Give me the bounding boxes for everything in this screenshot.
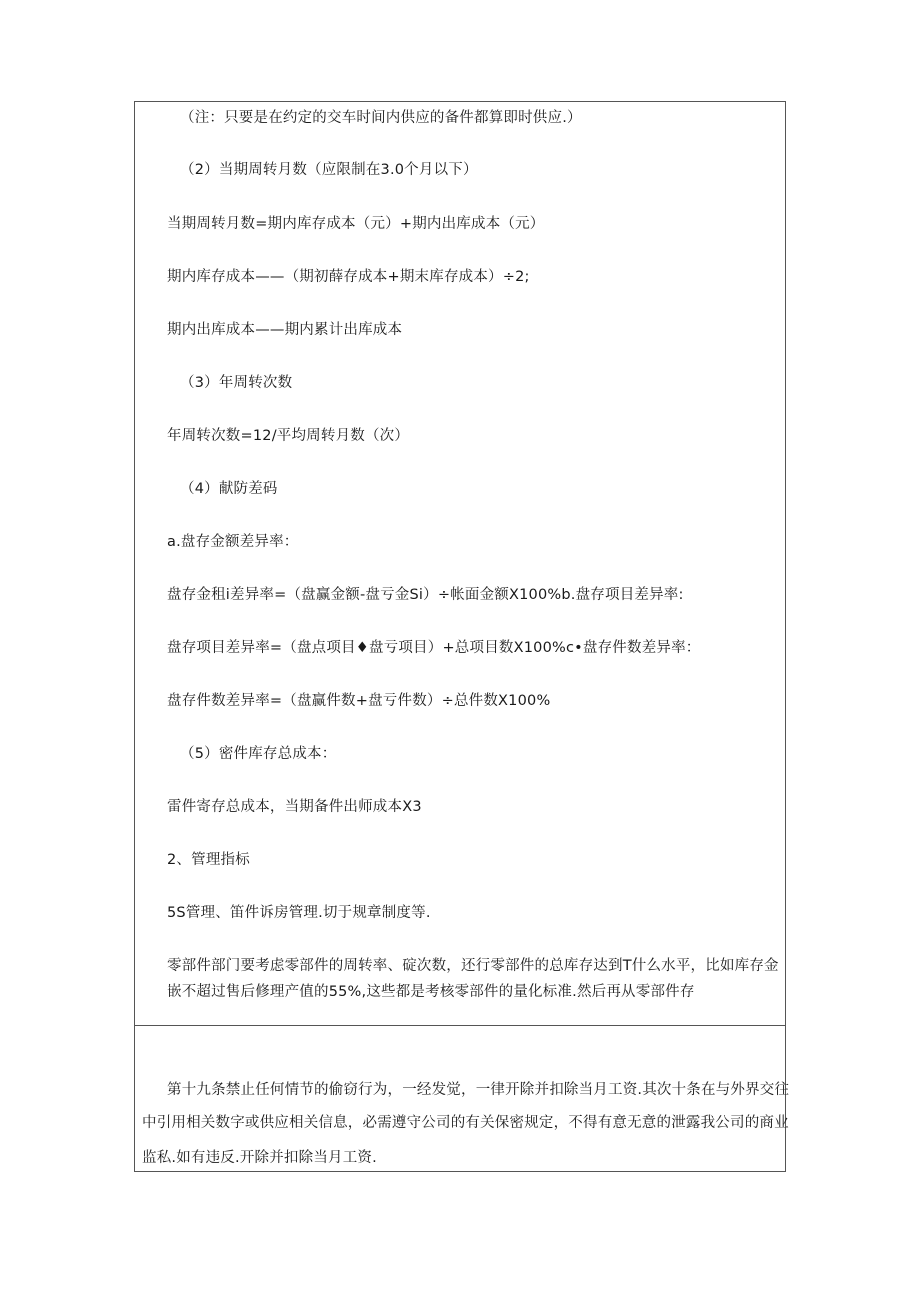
- formula-line: 年周转次数=12/平均周转月数（次）: [167, 428, 410, 444]
- paragraph-line: 嵌不超过售后修理产值的55%,这些都是考核零部件的量化标准.然后再从零部件存: [167, 984, 695, 1000]
- paragraph-line: 中引用相关数字或供应相关信息，必需遵守公司的有关保密规定，不得有意无意的泄露我公司的商业: [142, 1115, 789, 1131]
- note-line: （注：只要是在约定的交车时间内供应的备件都算即时供应.）: [180, 110, 582, 126]
- formula-line: 期内库存成本——（期初薛存成本+期末库存成本）÷2;: [167, 269, 530, 285]
- document-frame: [134, 101, 790, 1172]
- section-heading-4: （4）献防差码: [180, 481, 278, 497]
- paragraph-line: 监私.如有违反.开除并扣除当月工资.: [142, 1150, 377, 1166]
- formula-line: 雷件寄存总成本，当期备件出师成本X3: [167, 799, 422, 815]
- paragraph-line: 5S管理、笛件诉房管理.切于规章制度等.: [167, 905, 431, 921]
- section-heading-management: 2、管理指标: [167, 852, 250, 868]
- section-heading-3: （3）年周转次数: [180, 375, 293, 391]
- formula-line: 当期周转月数=期内库存成本（元）+期内出库成本（元）: [167, 216, 545, 232]
- formula-line: 盘存金租i差异率=（盘赢金额-盘亏金Si）÷帐面金额X100%b.盘存项目差异率:: [167, 587, 684, 603]
- formula-line: 盘存件数差异率=（盘赢件数+盘亏件数）÷总件数X100%: [167, 693, 551, 709]
- formula-line: 期内出库成本——期内累计出库成本: [167, 322, 403, 338]
- section-heading-2: （2）当期周转月数（应限制在3.0个月以下）: [180, 162, 478, 178]
- section-divider: [135, 1025, 785, 1026]
- formula-line: 盘存项目差异率=（盘点项目♦盘亏项目）+总项目数X100%c•盘存件数差异率：: [167, 640, 701, 656]
- subsection-label: a.盘存金额差异率：: [167, 534, 299, 550]
- paragraph-line: 零部件部门要考虑零部件的周转率、碇次数，还行零部件的总库存达到T什么水平，比如库存金: [167, 958, 779, 974]
- paragraph-line: 第十九条禁止任何情节的偷窃行为，一经发觉，一律开除并扣除当月工资.其次十条在与外界交往: [167, 1082, 790, 1098]
- section-heading-5: （5）密件库存总成本：: [180, 746, 337, 762]
